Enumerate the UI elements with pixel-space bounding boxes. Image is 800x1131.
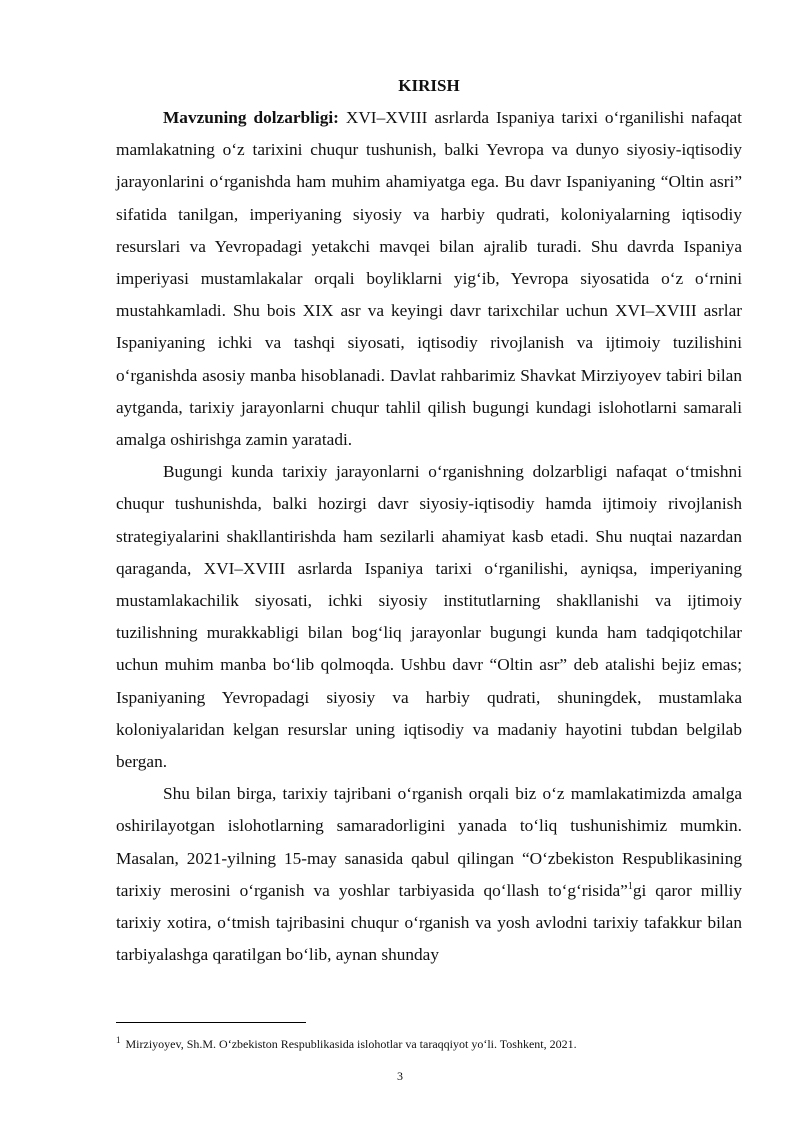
- footnote-separator: [116, 1022, 306, 1023]
- paragraph-text: XVI–XVIII asrlarda Ispaniya tarixi o‘rganilishi nafaqat mamlakatning o‘z tarixini chuqur tushunish, balki Yevropa va dunyo siyosiy-iqtisodiy jarayonlarini o‘rganishda ham muhim ahamiyatga ega. Bu davr Ispaniyaning “Oltin asri” sifatida tanilgan, imperiyaning siyosiy va harbiy qudrati, koloniyalarning iqtisodiy resurslari va Yevropadagi yetakchi mavqei bilan ajralib turadi. Shu davrda Ispaniya imperiyasi mustamlakalar orqali boyliklarni yig‘ib, Yevropa siyosatida o‘z o‘rnini mustahkamladi. Shu bois XIX asr va keyingi davr tarixchilar uchun XVI–XVIII asrlar Ispaniyaning ichki va tashqi siyosati, iqtisodiy rivojlanish va ijtimoiy tuzilishini o‘rganishda asosiy manba hisoblanadi. Davlat rahbarimiz Shavkat Mirziyoyev tabiri bilan aytganda, tarixiy jarayonlarni chuqur tahlil qilish bugungi kundagi islohotlarni samarali amalga oshirishga zamin yaratadi.: [116, 108, 742, 450]
- footnote-number: 1: [116, 1035, 121, 1045]
- footnote: [116, 1036, 742, 1052]
- footnote-text: Mirziyoyev, Sh.M. O‘zbekiston Respublikasida islohotlar va taraqqiyot yo‘li. Toshkent, 2021.: [122, 1037, 577, 1051]
- page-number: 3: [397, 1069, 403, 1083]
- document-body: [116, 70, 742, 971]
- paragraph-experience: [116, 778, 742, 971]
- paragraph-lead: Mavzuning dolzarbligi:: [163, 108, 339, 127]
- paragraph-today: [116, 456, 742, 778]
- paragraph-text-continued: gi qaror milliy tarixiy xotira, o‘tmish tajribasini chuqur o‘rganish va yosh avlodni tarixiy tafakkur bilan tarbiyalashga qaratilgan bo‘lib, aynan shunday: [116, 880, 742, 965]
- section-heading: KIRISH: [398, 76, 460, 95]
- paragraph-text: Bugungi kunda tarixiy jarayonlarni o‘rganishning dolzarbligi nafaqat o‘tmishni chuqur tushunishda, balki hozirgi davr siyosiy-iqtisodiy hamda ijtimoiy rivojlanish strategiyalarini shakllantirishda ham sezilarli ahamiyat kasb etadi. Shu nuqtai nazardan qaraganda, XVI–XVIII asrlarda Ispaniya tarixi o‘rganilishi, ayniqsa, imperiyaning mustamlakachilik siyosati, ichki siyosiy institutlarning shakllanishi va ijtimoiy tuzilishning murakkabligi bilan bog‘liq jarayonlar bugungi kunda ham tadqiqotchilar uchun muhim manba bo‘lib qolmoqda. Ushbu davr “Oltin asr” deb atalishi bejiz emas; Ispaniyaning Yevropadagi siyosiy va harbiy qudrati, shuningdek, mustamlaka koloniyalaridan kelgan resurslar uning iqtisodiy va madaniy hayotini tubdan belgilab bergan.: [116, 462, 742, 772]
- paragraph-relevance: [116, 102, 742, 456]
- footnote-reference[interactable]: 1: [627, 881, 633, 893]
- paragraph-text: Shu bilan birga, tarixiy tajribani o‘rganish orqali biz o‘z mamlakatimizda amalga oshirilayotgan islohotlarning samaradorligini yanada to‘liq tushunishimiz mumkin. Masalan, 2021-yilning 15-may sanasida qabul qilingan “O‘zbekiston Respublikasining tarixiy merosini o‘rganish va yoshlar tarbiyasida qo‘llash to‘g‘risida”: [116, 784, 742, 900]
